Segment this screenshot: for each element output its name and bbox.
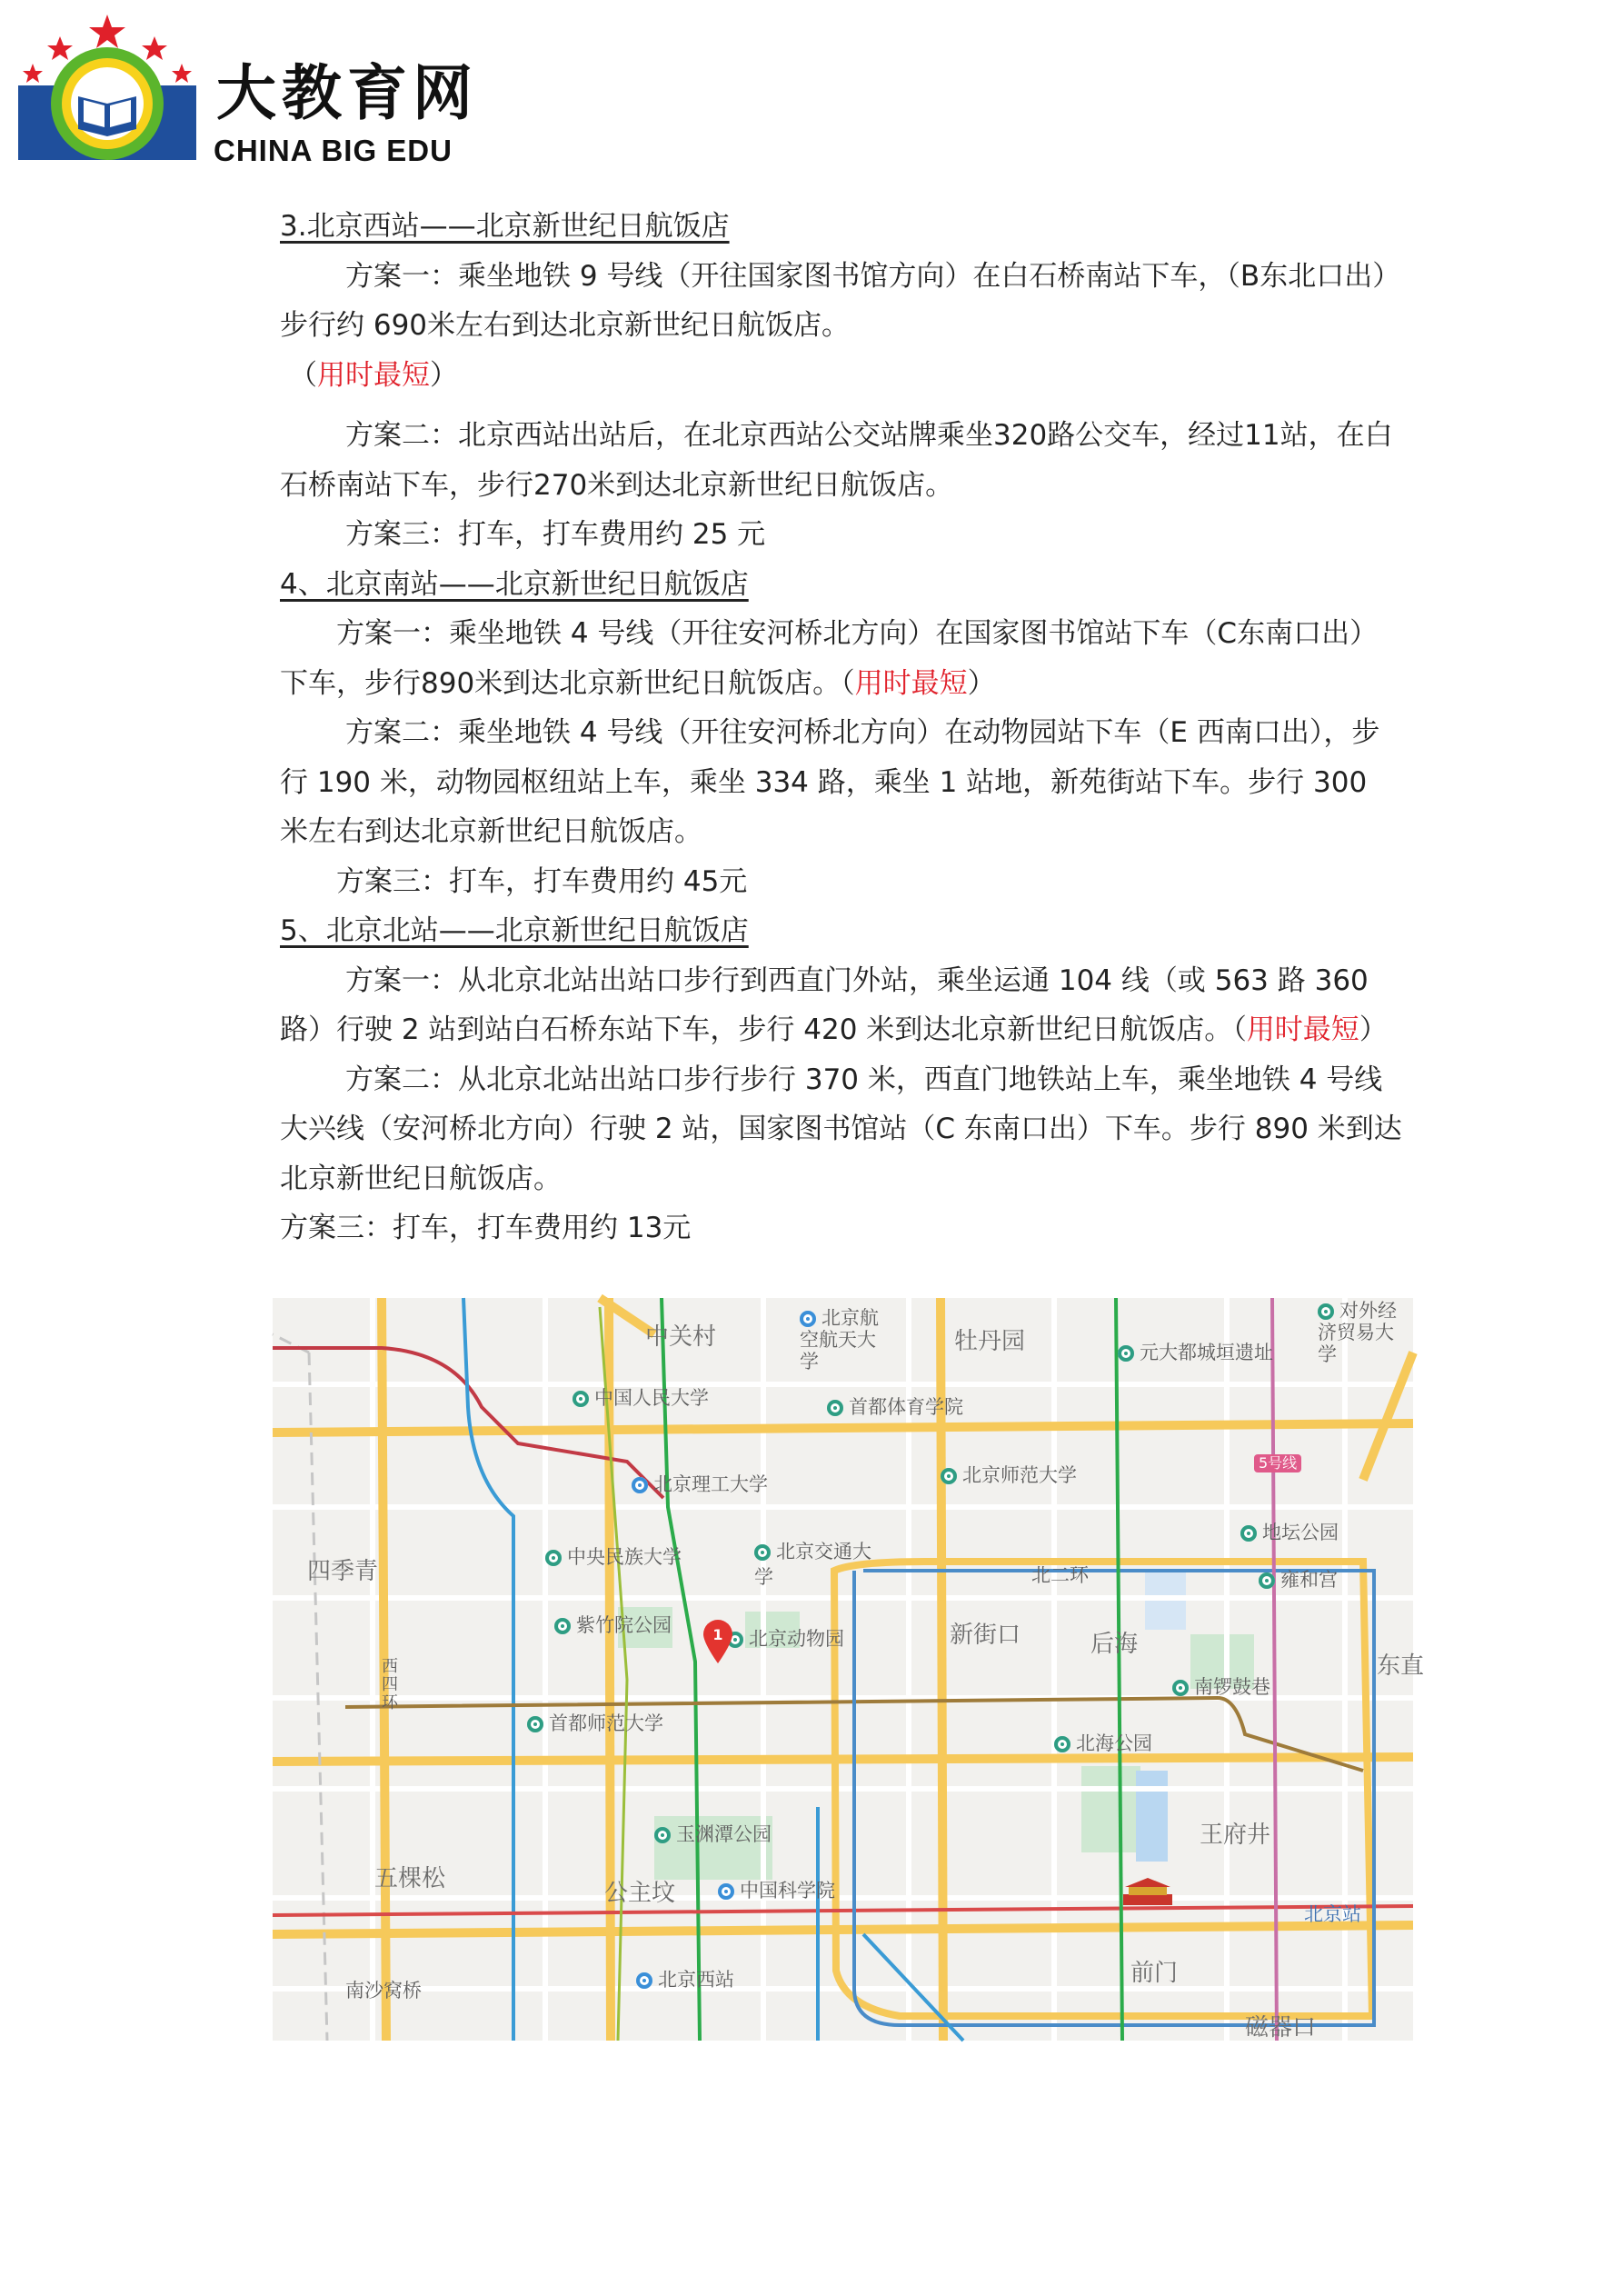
map-label: 北二环: [1031, 1564, 1089, 1586]
map-label: 对外经济贸易大学: [1318, 1300, 1409, 1365]
map-label: 北京交通大学: [754, 1541, 871, 1588]
map-label: 北京航空航天大学: [800, 1307, 881, 1373]
map-label: 新街口: [950, 1622, 1021, 1649]
plan-paragraph: [280, 510, 1402, 560]
note-bracket: （: [1232, 1013, 1247, 1046]
note-bracket: ）: [430, 358, 458, 392]
map-label: 后海: [1090, 1631, 1139, 1658]
map-label: 西四环: [379, 1657, 398, 1712]
map-label: 北京西站: [636, 1971, 734, 1990]
map-label: 北海公园: [1054, 1734, 1152, 1753]
map-label: 北京站: [1304, 1903, 1361, 1925]
logo-english-text: CHINA BIG EDU: [214, 134, 453, 167]
map-label: 北京理工大学: [632, 1475, 768, 1494]
map-label: 公主坟: [604, 1880, 676, 1907]
note-bracket: ）: [1359, 1013, 1388, 1046]
fastest-badge: 用时最短: [854, 666, 968, 700]
plan-text: 方案三：打车，打车费用约 13元: [280, 1212, 692, 1244]
map-label: 首都体育学院: [827, 1398, 963, 1417]
map-label: 元大都城垣遗址: [1118, 1343, 1273, 1363]
map-label: 北京师范大学: [941, 1466, 1077, 1485]
map-label: 北京动物园: [727, 1630, 844, 1649]
plan-text: 方案一：乘坐地铁 9 号线（开往国家图书馆方向）在白石桥南站下车，（B东北口出）步行约 690米左右到达北京新世纪日航饭店。: [280, 259, 1401, 342]
map-label: 首都师范大学: [527, 1714, 663, 1733]
map-label: 中国科学院: [718, 1882, 835, 1901]
map-label: 磁器口: [1245, 2014, 1317, 2041]
tiananmen-gate-icon: [1120, 1878, 1176, 1907]
map-label: 中央民族大学: [545, 1548, 682, 1567]
section-title: 3.北京西站——北京新世纪日航饭店: [280, 210, 730, 243]
note-bracket: ）: [967, 666, 996, 700]
plan-text: 方案二：北京西站出站后，在北京西站公交站牌乘坐320路公交车，经过11站，在白石桥南站下车，步行270米到达北京新世纪日航饭店。: [280, 419, 1393, 502]
logo-chinese-text: 大教育网: [216, 58, 478, 128]
site-logo[interactable]: [16, 13, 489, 167]
map-label: 东直: [1377, 1652, 1425, 1680]
map-label: 玉渊潭公园: [654, 1825, 772, 1844]
plan-paragraph: [280, 1203, 1402, 1253]
map-label: 南沙窝桥: [345, 1980, 422, 2002]
map-label: 中国人民大学: [573, 1389, 709, 1408]
section-title: 4、北京南站——北京新世纪日航饭店: [280, 567, 749, 601]
plan-paragraph: [280, 857, 1402, 907]
route-map[interactable]: [273, 1298, 1425, 2041]
logo-emblem-icon: [16, 13, 216, 167]
plan-text: 方案一：乘坐地铁 4 号线（开往安河桥北方向）在国家图书馆站下车（C东南口出）下车，步行890米到达北京新世纪日航饭店。: [280, 617, 1379, 700]
plan-text: 方案三：打车，打车费用约 45元: [336, 864, 748, 898]
map-label: 五棵松: [374, 1865, 446, 1892]
plan-paragraph: [280, 1055, 1402, 1204]
plan-text: 方案二：从北京北站出站口步行步行 370 米，西直门地铁站上车，乘坐地铁 4 号线大兴线（安河桥北方向）行驶 2 站，国家图书馆站（C 东南口出）下车。步行 890 米到达北京新世纪日航饭店。: [280, 1063, 1402, 1195]
note-bracket: （: [289, 358, 317, 392]
map-label: 牡丹园: [954, 1328, 1026, 1355]
subway-line-5-badge: 5号线: [1254, 1454, 1301, 1472]
plan-paragraph: [280, 252, 1402, 351]
fastest-badge: 用时最短: [317, 358, 430, 392]
plan-paragraph: [280, 411, 1402, 510]
plan-paragraph: [280, 956, 1402, 1055]
map-label: 紫竹院公园: [554, 1616, 672, 1635]
map-label: 前门: [1130, 1960, 1179, 1987]
map-label: 王府井: [1200, 1822, 1271, 1849]
fastest-badge: 用时最短: [1246, 1013, 1359, 1046]
plan-paragraph: [280, 609, 1402, 708]
plan-text: 方案二：乘坐地铁 4 号线（开往安河桥北方向）在动物园站下车（E 西南口出），步行 190 米，动物园枢纽站上车，乘坐 334 路，乘坐 1 站地，新苑街站下车。步行 300 米左右到达北京新世纪日航饭店。: [280, 716, 1380, 848]
map-label: 雍和宫: [1259, 1571, 1338, 1590]
route-document: [280, 202, 1402, 1253]
pin-number: 1: [712, 1626, 723, 1643]
plan-paragraph: [280, 708, 1402, 857]
park-jingshan: [1081, 1766, 1140, 1852]
lake-beihai: [1136, 1771, 1168, 1862]
section-title: 5、北京北站——北京新世纪日航饭店: [280, 914, 749, 947]
plan-text: 方案一：从北京北站出站口步行到西直门外站，乘坐运通 104 线（或 563 路 360 路）行驶 2 站到站白石桥东站下车，步行 420 米到达北京新世纪日航饭店。: [280, 963, 1369, 1046]
map-label: 地坛公园: [1240, 1523, 1339, 1542]
plan-note: [280, 351, 1402, 401]
note-bracket: （: [841, 666, 855, 700]
map-label: 四季青: [307, 1558, 379, 1585]
map-label: 南锣鼓巷: [1172, 1678, 1270, 1697]
map-label: 中关村: [645, 1323, 717, 1351]
hotel-location-pin-icon[interactable]: [702, 1618, 734, 1665]
plan-text: 方案三：打车，打车费用约 25 元: [345, 518, 766, 551]
